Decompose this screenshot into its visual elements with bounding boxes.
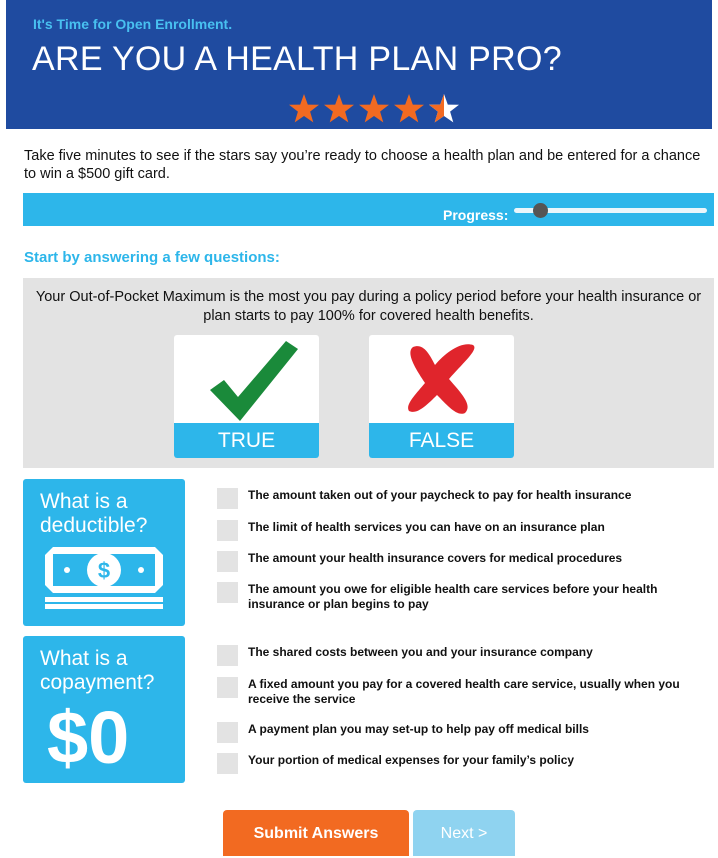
checkbox[interactable]	[217, 488, 238, 509]
option-text: The shared costs between you and your insurance company	[248, 645, 593, 659]
progress-bar	[23, 193, 714, 226]
option-text: Your portion of medical expenses for your family’s policy	[248, 753, 575, 767]
checkbox[interactable]	[217, 582, 238, 603]
true-button[interactable]	[174, 335, 319, 458]
star-icon-2	[324, 94, 354, 122]
page-title: ARE YOU A HEALTH PLAN PRO?	[32, 40, 562, 78]
checkbox[interactable]	[217, 645, 238, 666]
option-text: The limit of health services you can have on an insurance plan	[248, 520, 605, 534]
checkbox[interactable]	[217, 753, 238, 774]
zero-dollar-graphic: $0	[47, 696, 130, 779]
false-label: FALSE	[369, 423, 514, 458]
star-icon-5-half	[429, 94, 459, 122]
deductible-title: What is a deductible?	[40, 490, 148, 537]
question-panel-oop-max	[23, 278, 714, 468]
option-text: The amount your health insurance covers for medical procedures	[248, 551, 623, 565]
false-button[interactable]	[369, 335, 514, 458]
option-text: The amount you owe for eligible health care services before your health insurance or plan begins to pay	[248, 582, 658, 611]
copayment-card	[23, 636, 185, 783]
progress-thumb[interactable]	[533, 203, 548, 218]
question-text: Your Out-of-Pocket Maximum is the most you pay during a policy period before your health insurance or plan starts to pay 100% for covered health benefits.	[35, 289, 702, 324]
header-kicker: It's Time for Open Enrollment.	[33, 16, 233, 32]
header-banner	[6, 0, 712, 129]
x-mark-icon	[369, 335, 514, 425]
section-heading: Start by answering a few questions:	[24, 249, 280, 266]
deductible-card	[23, 479, 185, 626]
checkbox[interactable]	[217, 551, 238, 572]
star-icon-3	[359, 94, 389, 122]
submit-answers-button[interactable]: Submit Answers	[223, 810, 409, 856]
svg-text:$: $	[97, 558, 111, 583]
option-text: The amount taken out of your paycheck to pay for health insurance	[248, 488, 632, 502]
stars-icon	[288, 92, 463, 126]
star-icon-1	[289, 94, 319, 122]
checkbox[interactable]	[217, 722, 238, 743]
progress-label: Progress:	[443, 207, 509, 223]
star-icon-4	[394, 94, 424, 122]
copayment-title: What is a copayment?	[40, 647, 155, 694]
true-label: TRUE	[174, 423, 319, 458]
option-text: A payment plan you may set-up to help pay off medical bills	[248, 722, 589, 736]
checkmark-icon	[174, 335, 319, 425]
next-button[interactable]: Next >	[413, 810, 515, 856]
money-stack-icon	[43, 545, 165, 613]
option-text: A fixed amount you pay for a covered health care service, usually when you receive the service	[248, 677, 680, 706]
checkbox[interactable]	[217, 677, 238, 698]
intro-text: Take five minutes to see if the stars say you’re ready to choose a health plan and be entered for a chance to win a $500 gift card.	[24, 148, 701, 182]
checkbox[interactable]	[217, 520, 238, 541]
star-rating	[288, 92, 463, 126]
